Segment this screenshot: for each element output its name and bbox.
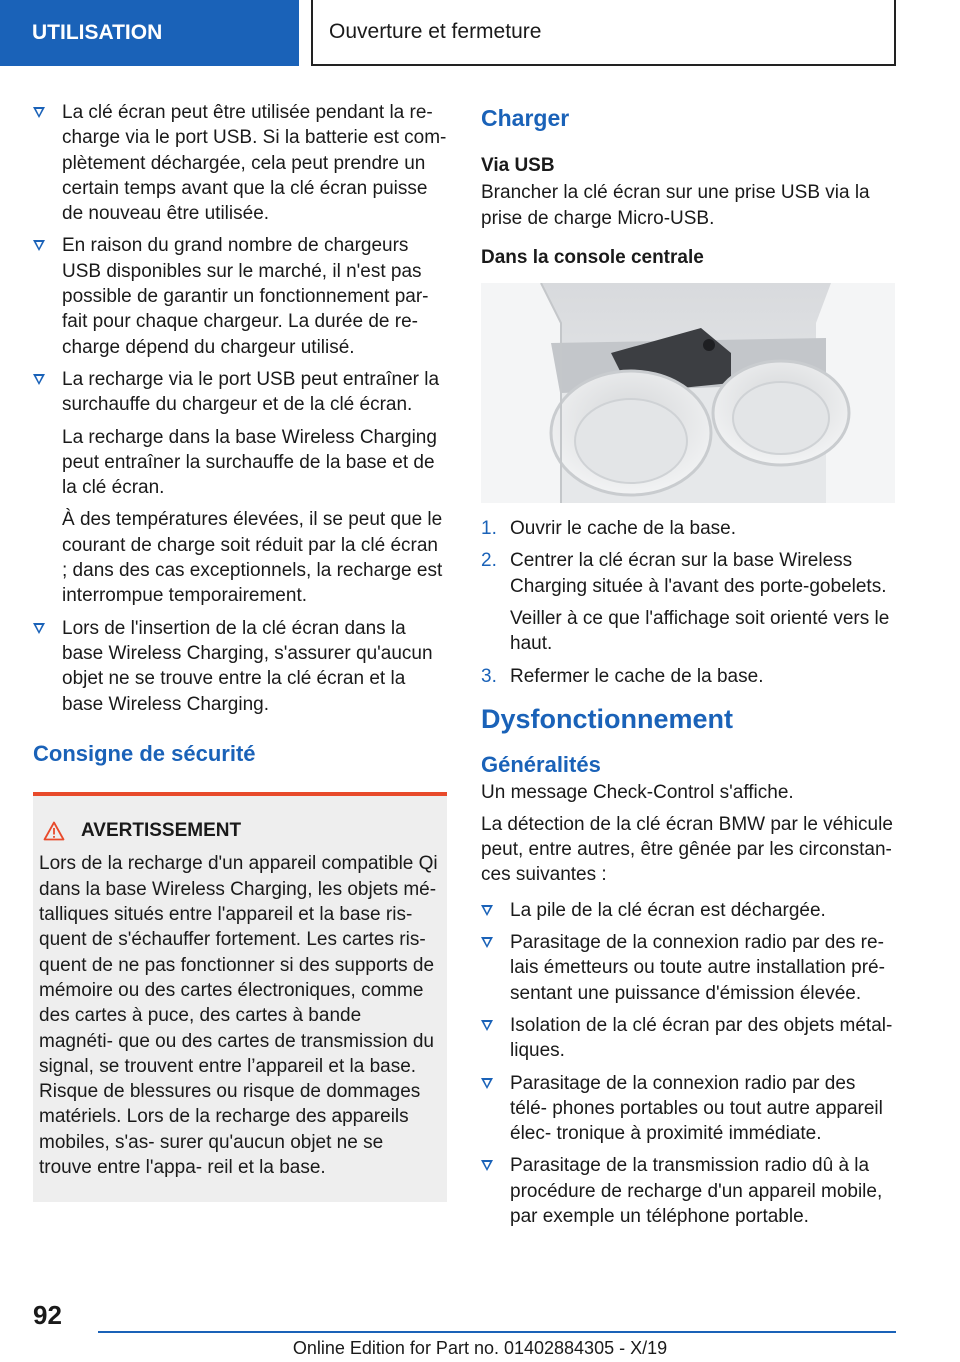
usb-heading: Via USB xyxy=(481,155,555,176)
cause-text: La pile de la clé écran est déchargée. xyxy=(510,899,826,921)
usb-text: Brancher la clé écran sur une prise USB via la prise de charge Micro-USB. xyxy=(481,182,870,229)
charger-heading: Charger xyxy=(481,105,570,131)
cause-text: Parasitage de la connexion radio par des télé‐ phones portables ou tout autre appareil élec‐ tronique à proximité immédiate. xyxy=(510,1072,883,1145)
bullet-text: En raison du grand nombre de chargeurs USB disponibles sur le marché, il n'est pas possible de garantir un fonctionnement par‐ fait pour chaque chargeur. La durée de re‐ charge dépend du chargeur utilisé. xyxy=(62,235,429,358)
triangle-bullet-icon xyxy=(481,1078,493,1089)
step-number: 2. xyxy=(481,550,497,572)
list-item xyxy=(481,1153,895,1229)
chapter-title: Ouverture et fermeture xyxy=(329,20,542,43)
list-item xyxy=(481,1071,895,1147)
step-item xyxy=(481,516,895,541)
causes-list xyxy=(481,898,895,1230)
step-number: 3. xyxy=(481,665,497,687)
step-text: Ouvrir le cache de la base. xyxy=(510,518,737,540)
bullet-text: Lors de l'insertion de la clé écran dans la base Wireless Charging, s'assurer qu'aucun objet ne se trouve entre la clé écran et la base Wireless Charging. xyxy=(62,617,433,715)
triangle-bullet-icon xyxy=(481,1160,493,1171)
triangle-bullet-icon xyxy=(33,107,45,118)
step-item xyxy=(481,664,895,689)
edition-text: Online Edition for Part no. 01402884305 - X/19 xyxy=(292,1338,668,1358)
list-item xyxy=(33,100,447,226)
step-text: Centrer la clé écran sur la base Wireless Charging située à l'avant des porte-gobelets. xyxy=(510,550,887,597)
warning-box xyxy=(33,792,447,1202)
triangle-bullet-icon xyxy=(33,623,45,634)
section-tab xyxy=(0,0,299,66)
list-item xyxy=(33,367,447,609)
bullet-text: La clé écran peut être utilisée pendant la re‐ charge via le port USB. Si la batterie est com‐ plètement déchargée, cela peut prendre un certain temps avant que la clé écran puisse de nouveau être utilisée. xyxy=(62,102,447,225)
warning-title: AVERTISSEMENT xyxy=(81,820,242,842)
section-title: UTILISATION xyxy=(32,21,163,44)
triangle-bullet-icon xyxy=(33,374,45,385)
step-text: Veiller à ce que l'affichage soit orienté vers le haut. xyxy=(510,608,890,655)
step-number: 1. xyxy=(481,518,497,540)
list-item xyxy=(33,233,447,359)
left-column xyxy=(33,100,447,1202)
list-item xyxy=(33,616,447,717)
general-text: La détection de la clé écran BMW par le véhicule peut, entre autres, être gênée par les circonstan‐ ces suivantes : xyxy=(481,813,893,886)
footer-rule xyxy=(98,1331,896,1333)
cause-text: Parasitage de la transmission radio dû à la procédure de recharge d'un appareil mobile, par exemple un téléphone portable. xyxy=(510,1155,883,1228)
step-text: Refermer le cache de la base. xyxy=(510,665,764,687)
warning-text: Lors de la recharge d'un appareil compatible Qi dans la base Wireless Charging, les objets mé‐ talliques situés entre l'appareil et la base ris‐ quent de s'échauffer fortement. Les cartes ris‐ quent de ne pas fonctionner si des supports de mémoire ou des cartes électroniques, comme des cartes à puce, des cartes à bande magnéti‐ que ou des cartes de transmission du signal, se trouvent entre l’appareil et la base. Risque de blessures ou risque de dommages matériels. Lors de la recharge des appareils mobiles, s'as‐ surer qu'aucun objet ne se trouve entre l'appa‐ reil et la base. xyxy=(39,853,438,1178)
triangle-bullet-icon xyxy=(481,905,493,916)
malfunction-heading: Dysfonctionnement xyxy=(481,703,734,734)
triangle-bullet-icon xyxy=(481,937,493,948)
steps-list xyxy=(481,516,895,689)
warning-triangle-icon xyxy=(43,821,65,841)
triangle-bullet-icon xyxy=(481,1020,493,1031)
list-item xyxy=(481,1013,895,1064)
step-item xyxy=(481,548,895,656)
list-item xyxy=(481,898,895,923)
general-heading: Généralités xyxy=(481,752,601,778)
bullet-text: À des températures élevées, il se peut que le courant de charge soit réduit par la clé écran ; dans des cas exceptionnels, la recharge est interrompue temporairement. xyxy=(62,509,443,607)
cause-text: Parasitage de la connexion radio par des re‐ lais émetteurs ou toute autre installation pré‐ sentant une puissance d'émission élevée. xyxy=(510,932,885,1004)
bullet-list xyxy=(33,100,447,717)
cause-text: Isolation de la clé écran par des objets métal‐ liques. xyxy=(510,1014,893,1062)
general-text: Un message Check-Control s'affiche. xyxy=(481,781,794,803)
list-item xyxy=(481,930,895,1006)
bullet-text: La recharge via le port USB peut entraîner la surchauffe du chargeur et de la clé écran. xyxy=(62,368,440,416)
page-number: 92 xyxy=(33,1300,62,1330)
center-console-photo xyxy=(481,283,895,503)
warning-title-row xyxy=(39,818,439,843)
right-column xyxy=(481,100,895,1236)
chapter-header xyxy=(311,0,896,66)
safety-heading: Consigne de sécurité xyxy=(33,740,256,766)
triangle-bullet-icon xyxy=(33,240,45,251)
console-heading: Dans la console centrale xyxy=(481,246,704,268)
bullet-text: La recharge dans la base Wireless Charging peut entraîner la surchauffe de la base et de la clé écran. xyxy=(62,426,437,499)
